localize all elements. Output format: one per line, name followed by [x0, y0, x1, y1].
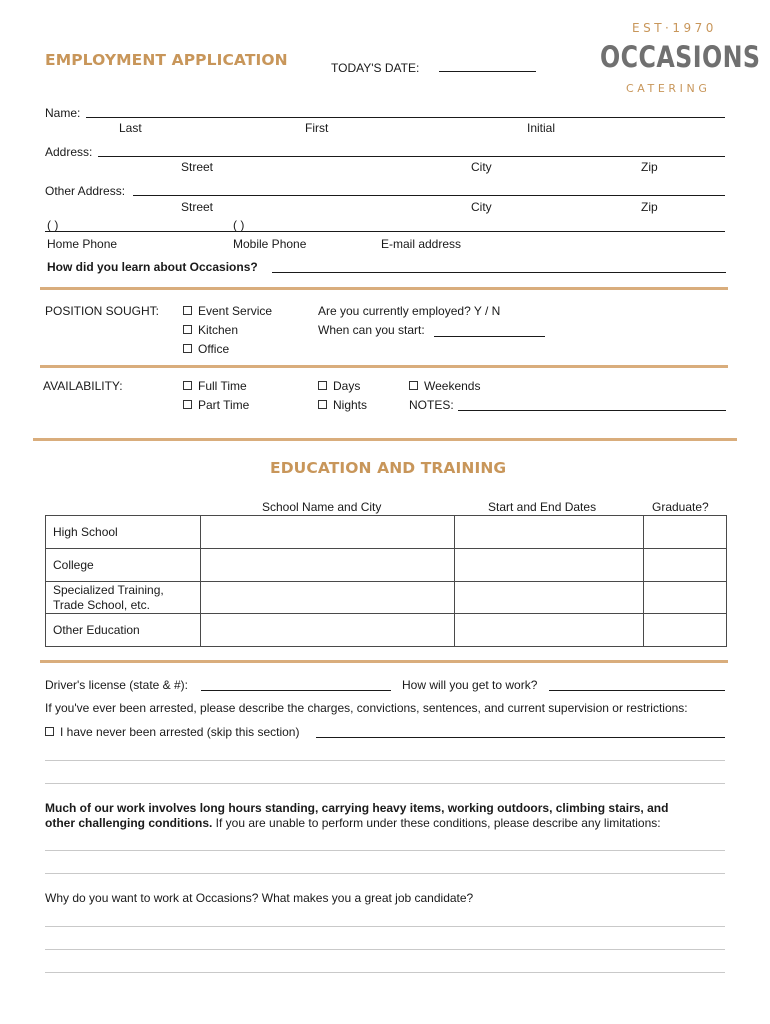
school-cell[interactable]	[201, 549, 455, 582]
row-label-line: Specialized Training,	[53, 582, 164, 597]
availability-part-time[interactable]	[183, 398, 249, 412]
limitations-line[interactable]	[45, 873, 725, 874]
other-address-label: Other Address:	[45, 184, 126, 198]
checkbox-icon[interactable]	[318, 381, 327, 390]
why-line[interactable]	[45, 949, 725, 950]
graduate-cell[interactable]	[644, 582, 727, 614]
edu-col-dates: Start and End Dates	[488, 500, 597, 514]
checkbox-icon[interactable]	[318, 400, 327, 409]
dates-cell[interactable]	[455, 516, 644, 549]
conditions-text-line2	[45, 816, 661, 830]
logo-subtitle: CATERING	[626, 82, 711, 95]
table-row	[46, 582, 727, 614]
row-label	[46, 582, 201, 614]
name-label: Name:	[45, 106, 81, 120]
arrest-field[interactable]	[316, 737, 725, 738]
checkbox-icon[interactable]	[183, 344, 192, 353]
arrest-prompt: If you've ever been arrested, please describe the charges, convictions, sentences, and current supervision or restrictions:	[45, 701, 688, 715]
position-label: POSITION SOUGHT:	[45, 304, 160, 318]
education-title: EDUCATION AND TRAINING	[270, 459, 507, 477]
why-line[interactable]	[45, 926, 725, 927]
option-label: Office	[198, 342, 230, 356]
start-question: When can you start:	[318, 323, 425, 337]
section-divider	[40, 365, 728, 368]
limitations-line[interactable]	[45, 850, 725, 851]
option-label: I have never been arrested (skip this section)	[60, 725, 300, 739]
home-phone-label: Home Phone	[47, 237, 118, 251]
option-label: Part Time	[198, 398, 250, 412]
dates-cell[interactable]	[455, 614, 644, 647]
row-label: College	[46, 549, 201, 582]
table-row	[46, 549, 727, 582]
address-sub-street: Street	[181, 160, 214, 174]
transport-label: How will you get to work?	[402, 678, 538, 692]
logo-name: OCCASIONS	[600, 40, 761, 74]
row-label: Other Education	[46, 614, 201, 647]
todays-date-field[interactable]	[439, 71, 536, 72]
license-field[interactable]	[201, 690, 391, 691]
availability-label: AVAILABILITY:	[43, 379, 123, 393]
home-phone-paren: ( )	[47, 218, 59, 232]
education-table	[45, 515, 727, 647]
why-line[interactable]	[45, 972, 725, 973]
why-prompt: Why do you want to work at Occasions? What makes you a great job candidate?	[45, 891, 474, 905]
notes-label: NOTES:	[409, 398, 454, 412]
logo-established: EST·1970	[632, 21, 717, 35]
checkbox-icon[interactable]	[183, 400, 192, 409]
availability-full-time[interactable]	[183, 379, 247, 393]
row-label: High School	[46, 516, 201, 549]
dates-cell[interactable]	[455, 582, 644, 614]
school-cell[interactable]	[201, 582, 455, 614]
graduate-cell[interactable]	[644, 549, 727, 582]
option-label: Nights	[333, 398, 368, 412]
other-sub-zip: Zip	[641, 200, 658, 214]
position-option-office[interactable]	[183, 342, 229, 356]
checkbox-icon[interactable]	[183, 306, 192, 315]
school-cell[interactable]	[201, 516, 455, 549]
name-sub-last: Last	[119, 121, 142, 135]
address-sub-city: City	[471, 160, 492, 174]
address-sub-zip: Zip	[641, 160, 658, 174]
email-label: E-mail address	[381, 237, 462, 251]
option-label: Event Service	[198, 304, 273, 318]
other-sub-city: City	[471, 200, 492, 214]
graduate-cell[interactable]	[644, 516, 727, 549]
page-title: EMPLOYMENT APPLICATION	[45, 51, 288, 69]
graduate-cell[interactable]	[644, 614, 727, 647]
option-label: Full Time	[198, 379, 247, 393]
conditions-text-line1: Much of our work involves long hours standing, carrying heavy items, working outdoors, climbing stairs, and	[45, 801, 669, 815]
transport-field[interactable]	[549, 690, 725, 691]
checkbox-icon[interactable]	[183, 325, 192, 334]
checkbox-icon[interactable]	[45, 727, 54, 736]
position-option-event-service[interactable]	[183, 304, 272, 318]
option-label: Kitchen	[198, 323, 239, 337]
never-arrested-option[interactable]	[45, 725, 299, 739]
start-date-field[interactable]	[434, 336, 545, 337]
address-label: Address:	[45, 145, 93, 159]
name-field[interactable]	[86, 117, 725, 118]
section-divider	[40, 287, 728, 290]
table-row	[46, 516, 727, 549]
position-option-kitchen[interactable]	[183, 323, 238, 337]
license-label: Driver's license (state & #):	[45, 678, 188, 692]
name-sub-initial: Initial	[527, 121, 556, 135]
employed-question: Are you currently employed? Y / N	[318, 304, 501, 318]
availability-weekends[interactable]	[409, 379, 480, 393]
mobile-phone-label: Mobile Phone	[233, 237, 307, 251]
learn-about-field[interactable]	[272, 272, 726, 273]
section-divider	[40, 660, 728, 663]
option-label: Weekends	[424, 379, 481, 393]
todays-date-label: TODAY'S DATE:	[331, 61, 420, 75]
edu-col-school: School Name and City	[262, 500, 382, 514]
checkbox-icon[interactable]	[409, 381, 418, 390]
arrest-line[interactable]	[45, 760, 725, 761]
mobile-phone-paren: ( )	[233, 218, 245, 232]
learn-about-label: How did you learn about Occasions?	[47, 260, 258, 274]
checkbox-icon[interactable]	[183, 381, 192, 390]
edu-col-graduate: Graduate?	[652, 500, 709, 514]
dates-cell[interactable]	[455, 549, 644, 582]
conditions-bold: other challenging conditions.	[45, 816, 213, 830]
table-row	[46, 614, 727, 647]
notes-field[interactable]	[458, 410, 726, 411]
conditions-rest: If you are unable to perform under these conditions, please describe any limitations:	[212, 816, 661, 830]
section-divider-wide	[33, 438, 737, 441]
row-label-line: Trade School, etc.	[53, 597, 150, 612]
other-address-field[interactable]	[133, 195, 725, 196]
other-sub-street: Street	[181, 200, 214, 214]
availability-days[interactable]	[318, 379, 360, 393]
arrest-line[interactable]	[45, 783, 725, 784]
name-sub-first: First	[305, 121, 329, 135]
address-field[interactable]	[98, 156, 725, 157]
school-cell[interactable]	[201, 614, 455, 647]
phone-email-field[interactable]	[45, 231, 725, 232]
option-label: Days	[333, 379, 361, 393]
availability-nights[interactable]	[318, 398, 367, 412]
